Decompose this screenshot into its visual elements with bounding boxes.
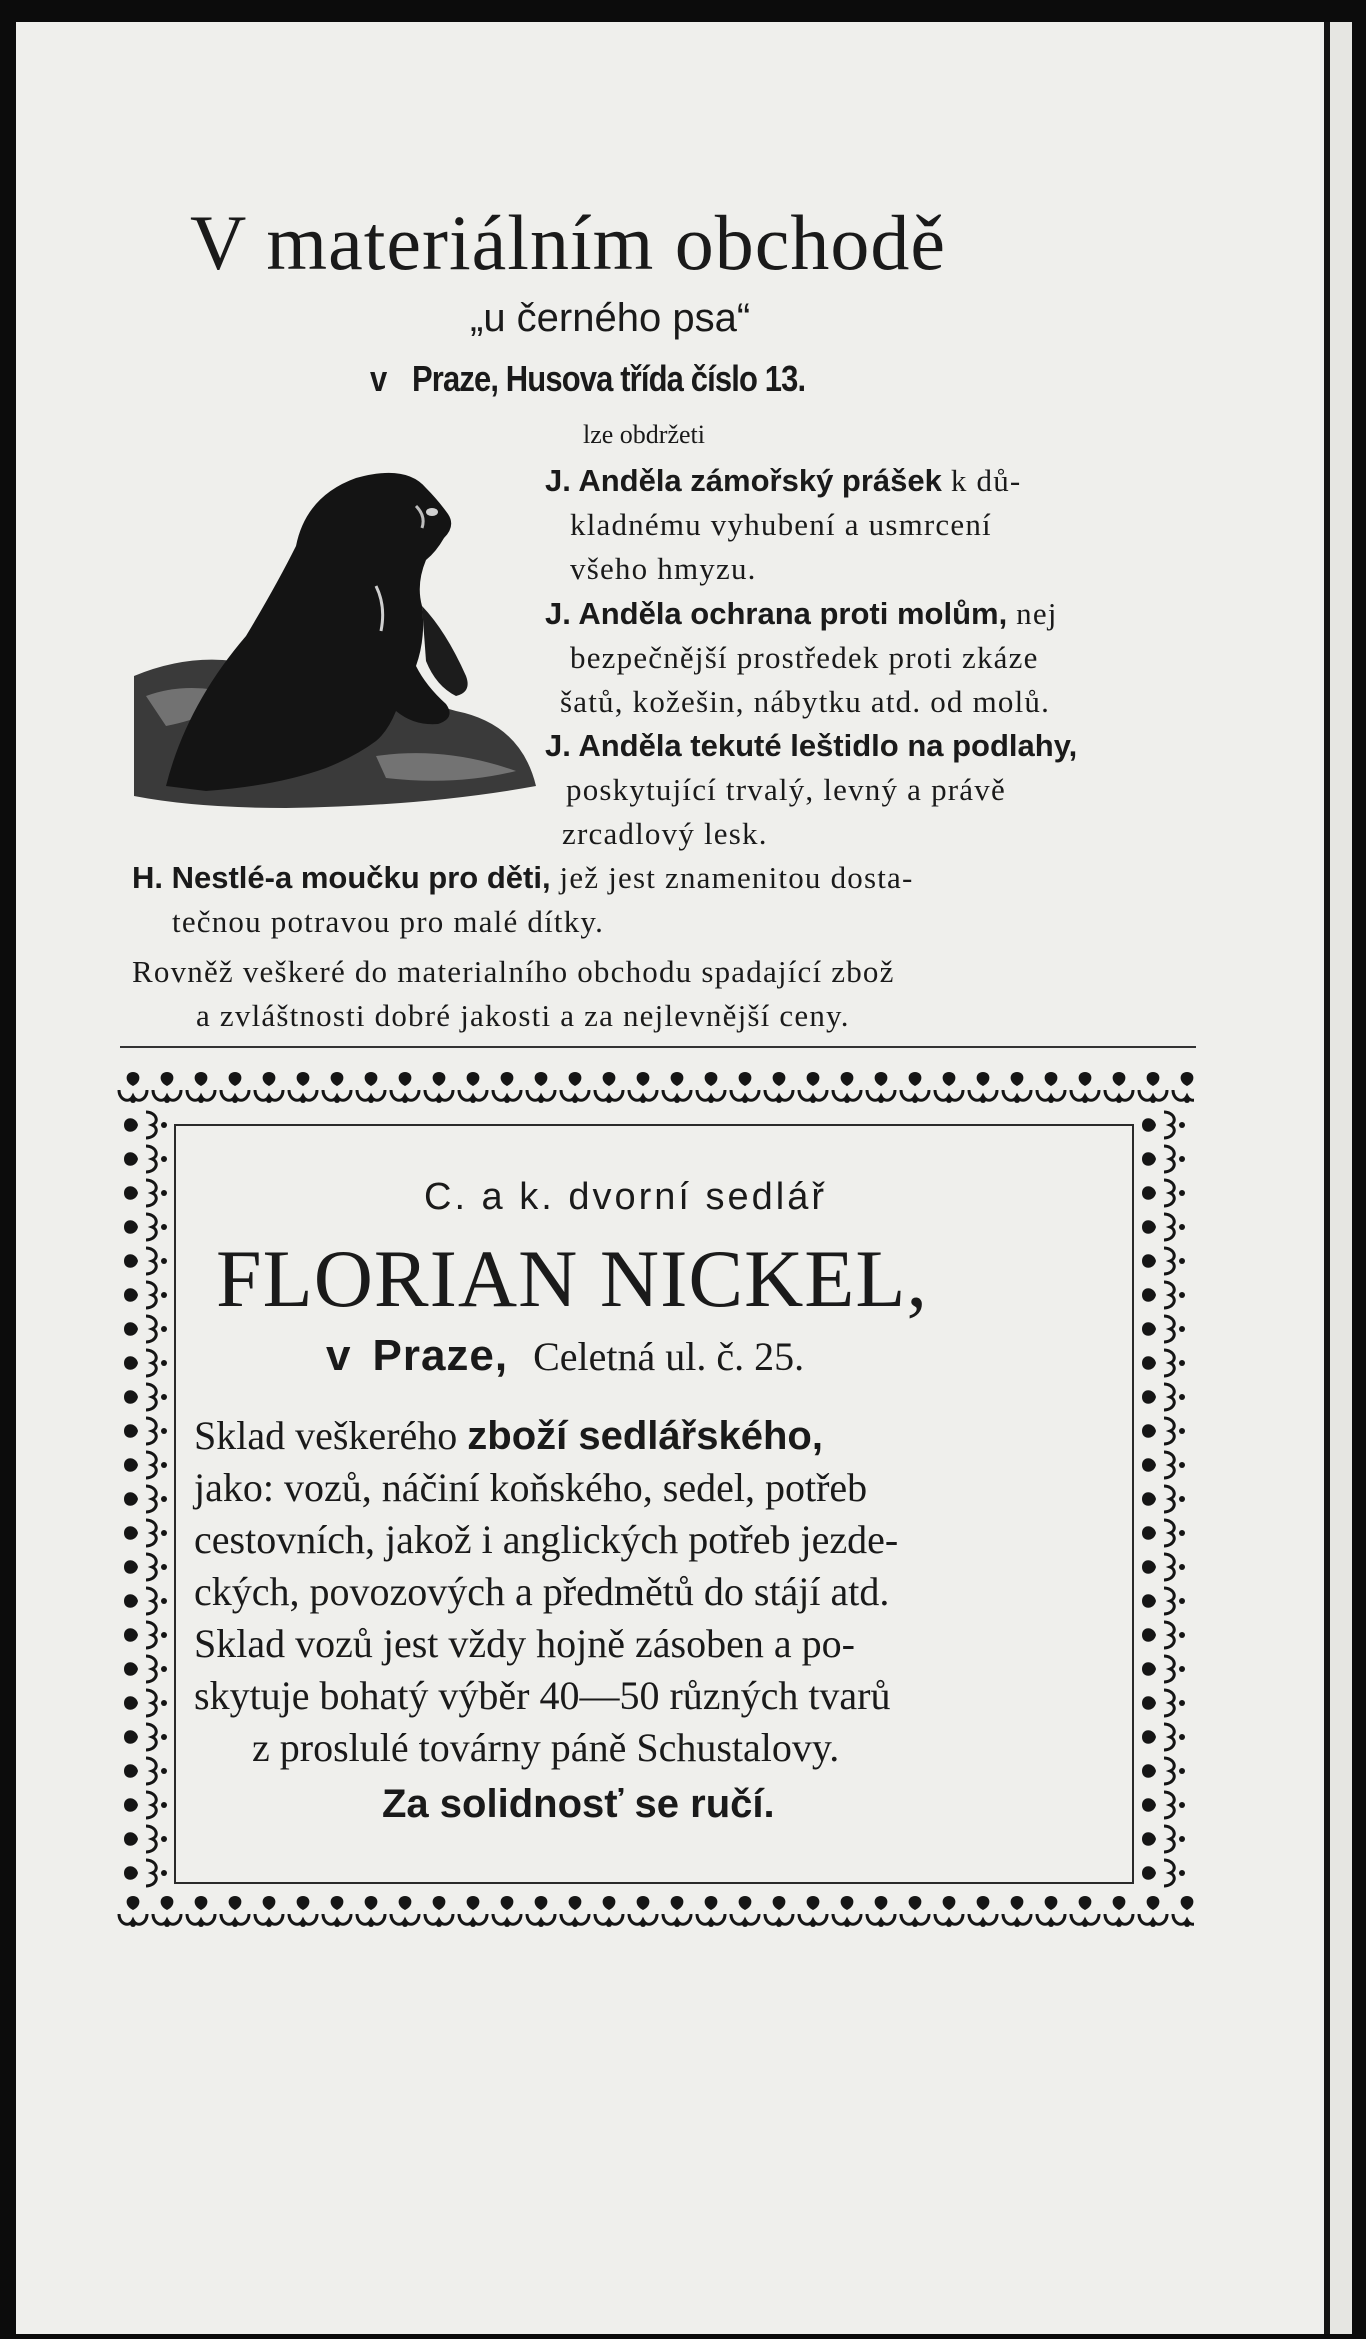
product-4-text-1: jež jest znamenitou dosta- — [550, 860, 914, 895]
product-2-line-2: bezpečnější prostředek proti zkáze — [570, 640, 1039, 675]
ornament-border-top — [116, 1068, 1194, 1108]
page-edge — [1324, 22, 1352, 2334]
shop-name: „u černého psa“ — [470, 296, 751, 340]
intro-text: lze obdržeti — [583, 420, 705, 449]
saddler-name: FLORIAN NICKEL, — [216, 1233, 928, 1324]
closing-line-1: Rovněž veškeré do materialního obchodu spadající zbož — [132, 954, 895, 989]
product-3-name: J. Anděla tekuté leštidlo na podlahy, — [545, 728, 1078, 763]
address-text: Praze, Husova třída číslo 13. — [412, 358, 806, 399]
product-3-line-3: zrcadlový lesk. — [562, 816, 768, 851]
ad2-footer: Za solidnosť se ručí. — [382, 1782, 775, 1826]
ad2-body-bold: zboží sedlářského, — [467, 1414, 823, 1458]
address-city: Praze, — [372, 1331, 509, 1380]
address-city-prefix: v — [326, 1331, 352, 1380]
ornament-border-right — [1134, 1108, 1194, 1892]
ad2-line-6: skytuje bohatý výběr 40—50 různých tvarů — [194, 1673, 891, 1718]
product-3-line-2: poskytující trvalý, levný a právě — [566, 772, 1006, 807]
dog-illustration — [126, 456, 544, 816]
product-1-text-1: k dů- — [941, 463, 1022, 498]
product-2-line-1 — [545, 596, 1058, 632]
product-1-line-1 — [545, 463, 1021, 499]
ad2-line-7: z proslulé továrny páně Schustalovy. — [252, 1725, 840, 1770]
product-3-line-1 — [545, 728, 1077, 764]
saddler-subtitle: C. a k. dvorní sedlář — [424, 1176, 828, 1218]
product-1-line-3: všeho hmyzu. — [570, 551, 757, 586]
address-street: Celetná ul. č. 25. — [533, 1334, 805, 1379]
address-prefix: v — [370, 358, 387, 399]
ornament-border-bottom — [116, 1892, 1194, 1932]
ad2-line-4: ckých, povozových a předmětů do stájí atd. — [194, 1569, 890, 1614]
shop-address — [370, 358, 869, 400]
ad2-body-start: Sklad veškerého — [194, 1413, 468, 1458]
product-4-line-2: tečnou potravou pro malé dítky. — [172, 904, 605, 939]
product-4-line-1 — [132, 860, 914, 896]
product-1-name: J. Anděla zámořský prášek — [545, 463, 942, 498]
black-dog-icon — [134, 473, 536, 808]
section-divider — [120, 1046, 1196, 1048]
ad-title: V materiálním obchodě — [190, 199, 947, 286]
product-1-line-2: kladnému vyhubení a usmrcení — [570, 507, 992, 542]
product-2-line-3: šatů, kožešin, nábytku atd. od molů. — [560, 684, 1051, 719]
ad2-line-1 — [194, 1412, 823, 1459]
product-2-text-1: nej — [1007, 596, 1058, 631]
saddler-address — [326, 1330, 804, 1381]
closing-line-2: a zvláštnosti dobré jakosti a za nejlevnější ceny. — [196, 998, 850, 1033]
ad2-line-2: jako: vozů, náčiní koňského, sedel, potřeb — [194, 1465, 868, 1510]
product-2-name: J. Anděla ochrana proti molům, — [545, 596, 1008, 631]
ornament-border-left — [116, 1108, 176, 1892]
ad2-line-3: cestovních, jakož i anglických potřeb jezde- — [194, 1517, 899, 1562]
ad2-line-5: Sklad vozů jest vždy hojně zásoben a po- — [194, 1621, 855, 1666]
product-4-name: H. Nestlé-a moučku pro děti, — [132, 860, 551, 895]
